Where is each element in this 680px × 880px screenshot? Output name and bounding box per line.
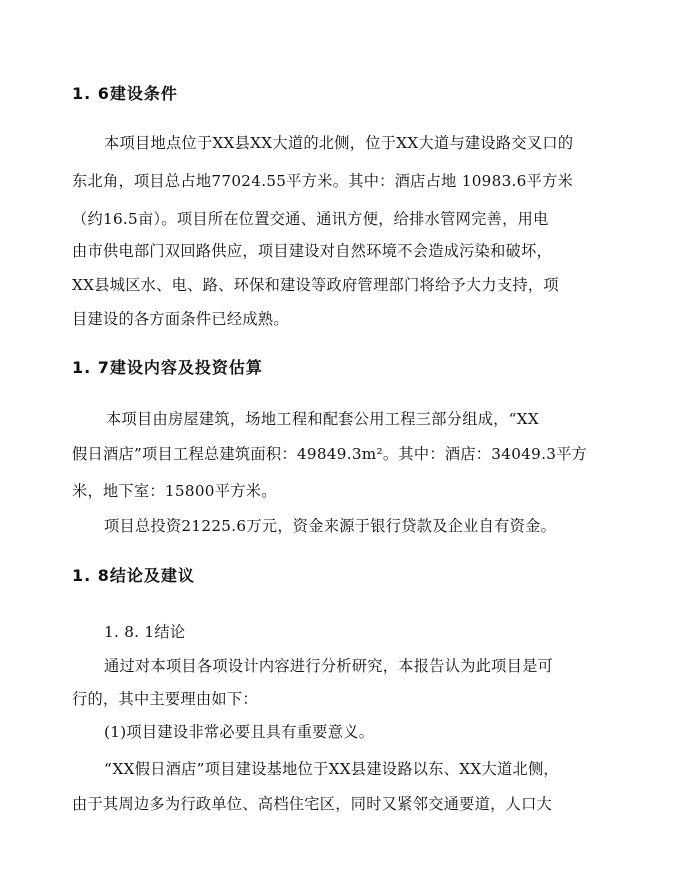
paragraph-line: 行的，其中主要理由如下： [72,690,258,708]
section-heading-1-7: 1. 7建设内容及投资估算 [72,358,263,377]
paragraph-line: 本项目由房屋建筑，场地工程和配套公用工程三部分组成，“XX [106,410,539,428]
subsection-heading-1-8-1: 1. 8. 1结论 [104,623,186,641]
paragraph-line: (1)项目建设非常必要且具有重要意义。 [104,723,375,741]
paragraph-line: 假日酒店”项目工程总建筑面积：49849.3m²。其中：酒店：34049.3平方 [72,445,588,463]
paragraph-line: 东北角，项目总占地77024.55平方米。其中：酒店占地 10983.6平方米 [72,172,574,190]
section-heading-1-8: 1. 8结论及建议 [72,566,195,585]
paragraph-line: （约16.5亩）。项目所在位置交通、通讯方便，给排水管网完善，用电 [72,210,549,228]
paragraph-line: 通过对本项目各项设计内容进行分析研究，本报告认为此项目是可 [104,657,554,675]
paragraph-line: 项目总投资21225.6万元，资金来源于银行贷款及企业自有资金。 [104,517,557,535]
paragraph-line: 由市供电部门双回路供应，项目建设对自然环境不会造成污染和破坏， [72,242,553,260]
paragraph-line: 米，地下室：15800平方米。 [72,482,277,500]
paragraph-line: 由于其周边多为行政单位、高档住宅区，同时又紧邻交通要道，人口大 [72,795,553,813]
paragraph-line: 目建设的各方面条件已经成熟。 [72,310,289,328]
section-heading-1-6: 1. 6建设条件 [72,84,178,103]
paragraph-line: 本项目地点位于XX县XX大道的北侧，位于XX大道与建设路交叉口的 [104,134,574,152]
paragraph-line: “XX假日酒店”项目建设基地位于XX县建设路以东、XX大道北侧， [104,760,559,778]
paragraph-line: XX县城区水、电、路、环保和建设等政府管理部门将给予大力支持，项 [72,276,559,294]
